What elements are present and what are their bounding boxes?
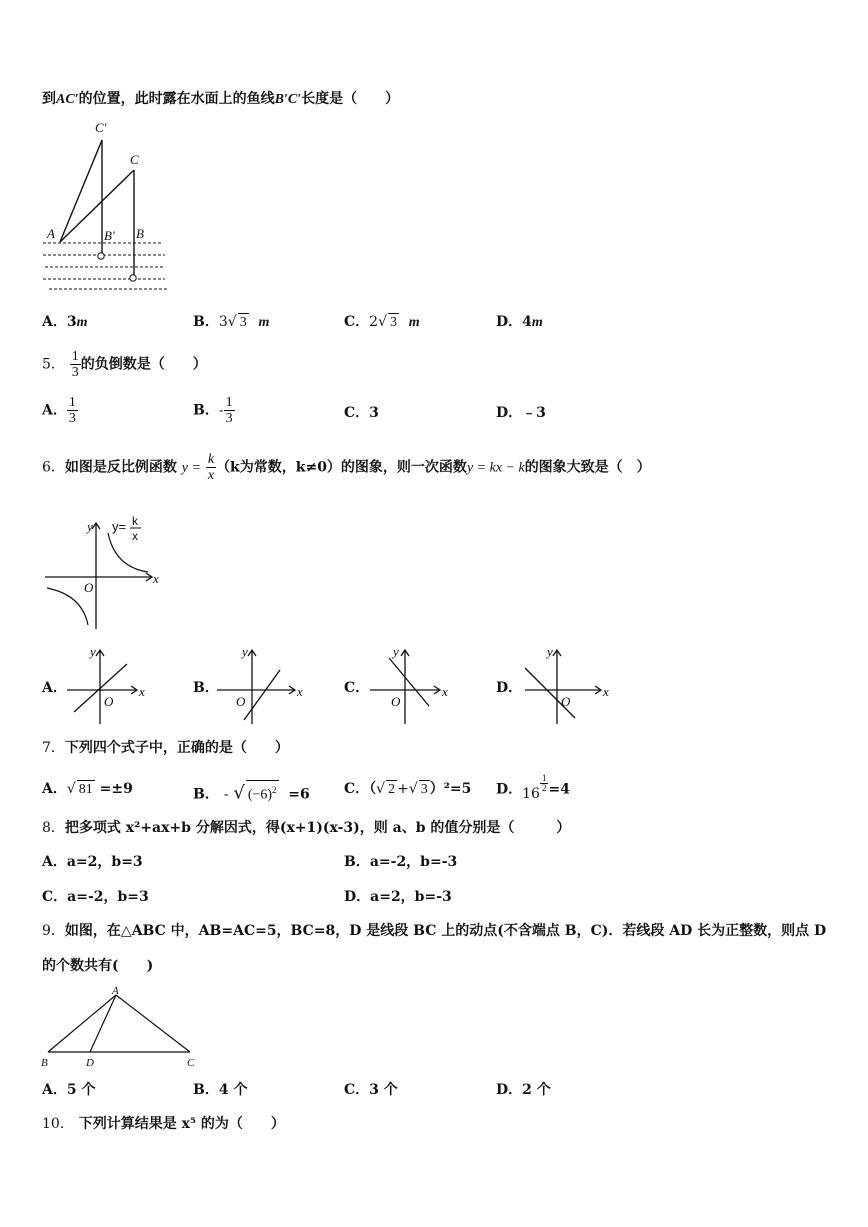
curve-label-k: k	[132, 515, 138, 528]
axis-y-label: y	[90, 644, 96, 659]
q8-option-a[interactable]: A．a=2，b=3	[42, 854, 143, 870]
fig-label-c-prime: C′	[95, 120, 107, 135]
q8-option-d[interactable]: D．a=2，b=-3	[344, 889, 452, 905]
q5-text: 的负倒数是（ ）	[80, 356, 207, 373]
axis-x-label: x	[297, 684, 303, 699]
question-number: 7．	[42, 740, 65, 756]
option-value: 4	[522, 314, 532, 330]
option-exponent-fraction	[540, 774, 549, 793]
axis-x-label: x	[139, 684, 145, 699]
question-number: 6．	[42, 459, 65, 476]
q9-option-b[interactable]: B．4 个	[193, 1082, 248, 1098]
q6-option-c-graph[interactable]	[365, 642, 465, 727]
fig-label-a: A	[47, 226, 55, 241]
q9-option-c[interactable]: C．3 个	[344, 1082, 398, 1098]
q4-text-mid: 的位置，此时露在水面上的鱼线	[78, 91, 275, 107]
option-sign: -	[223, 786, 229, 803]
fig-label-b: B	[41, 1057, 48, 1069]
q7-option-a[interactable]: A．√ 81 =±9	[42, 781, 133, 797]
q9-text-line1: 如图，在△ABC 中，AB=AC=5，BC=8，D 是线段 BC 上的动点(不含端点 B，C)．若线段 AD 长为正整数，则点 D	[64, 923, 827, 939]
origin-label: O	[104, 694, 114, 709]
q6-y-eq: y =	[181, 460, 201, 476]
q9-triangle-figure	[38, 982, 208, 1072]
option-value: ﹣3	[522, 405, 546, 421]
q4-option-c[interactable]: C．2√ 3 m	[344, 314, 420, 330]
denominator: 2	[541, 783, 547, 793]
q5-option-b[interactable]	[193, 395, 235, 426]
curve-label-y: y=	[112, 519, 127, 534]
question-number: 10．	[42, 1116, 74, 1132]
axis-x-label: x	[603, 684, 609, 699]
curve-label-x: x	[132, 529, 138, 543]
option-coefficient: 2	[369, 314, 379, 330]
option-exponent: 2	[272, 785, 277, 795]
option-label: D．	[496, 405, 523, 421]
option-close-paren: ）²=5	[429, 781, 472, 797]
q6-linear-function: y = kx − k	[466, 460, 525, 476]
numerator: 1	[225, 395, 233, 410]
q6-fraction	[206, 452, 216, 483]
q9-stem-line2: 的个数共有( )	[42, 958, 154, 974]
axis-x-label: x	[153, 571, 159, 586]
option-label: C．	[344, 405, 370, 421]
numerator: 1	[71, 349, 79, 364]
option-rhs: =4	[548, 781, 570, 798]
option-unit: m	[258, 315, 270, 330]
q6-option-d-graph[interactable]	[515, 642, 625, 727]
q6-main-graph	[40, 515, 170, 635]
option-base: 16	[522, 785, 540, 802]
option-radicand: (−6)	[247, 787, 273, 803]
q10-stem	[42, 1115, 285, 1133]
q8-text: 把多项式 x²+ax+b 分解因式，得(x+1)(x-3)，则 a、b 的值分别是（ ）	[64, 820, 571, 836]
q6-option-b-graph[interactable]	[212, 642, 312, 727]
option-label: B．	[193, 314, 219, 330]
q5-option-c[interactable]	[344, 404, 379, 422]
q6-option-c-label[interactable]: C．	[344, 680, 370, 696]
option-radicand: 2	[388, 782, 396, 797]
q7-text: 下列四个式子中，正确的是（ ）	[64, 740, 289, 756]
q6-option-b-label[interactable]: B．	[193, 680, 219, 696]
option-label: C．	[344, 314, 370, 330]
q7-option-d[interactable]	[496, 773, 570, 802]
question-number: 5．	[42, 356, 65, 373]
numerator: 1	[68, 395, 76, 410]
question-number: 8．	[42, 820, 65, 836]
q9-option-d[interactable]: D．2 个	[496, 1082, 551, 1098]
q8-option-c[interactable]: C．a=-2，b=3	[42, 889, 149, 905]
origin-label: O	[236, 694, 246, 709]
q4-ac-prime: AC′	[56, 92, 79, 107]
option-rhs: =6	[288, 786, 310, 803]
option-radicand-wrap	[246, 780, 279, 805]
fig-label-b-prime: B′	[104, 228, 115, 243]
q6-text1: 如图是反比例函数	[64, 459, 177, 476]
option-radicand: 3	[420, 782, 428, 797]
q4-option-d[interactable]	[496, 313, 543, 332]
axis-y-label: y	[393, 644, 399, 659]
option-label: D．	[496, 781, 523, 798]
q6-option-a-graph[interactable]	[62, 642, 152, 727]
option-coefficient: 3	[218, 314, 228, 330]
q4-text-after: 长度是（ ）	[301, 91, 400, 107]
fig-label-b: B	[136, 226, 144, 241]
q4-figure	[35, 118, 175, 298]
q5-option-a[interactable]	[42, 395, 78, 426]
q5-stem	[42, 349, 207, 380]
q4-bc-prime: B′C′	[274, 92, 302, 107]
numerator: 1	[541, 773, 547, 783]
fig-label-a: A	[112, 985, 119, 997]
q4-text-before: 到	[42, 91, 56, 107]
denominator: 3	[68, 411, 76, 426]
q6-option-d-label[interactable]: D．	[496, 680, 523, 696]
option-label: C．	[344, 781, 370, 797]
fig-label-c: C	[130, 152, 139, 167]
q6-text2: （k为常数，k≠0）的图象，则一次函数	[216, 459, 467, 476]
q5-option-d[interactable]	[496, 404, 546, 422]
origin-label: O	[561, 694, 571, 709]
numerator: k	[207, 452, 215, 467]
option-sign: -	[218, 402, 224, 419]
q9-option-a[interactable]: A．5 个	[42, 1082, 96, 1098]
q9-stem-line1	[42, 922, 826, 940]
q7-option-b[interactable]: B． - √ $(-6)^2 =6$	[193, 780, 310, 805]
q4-option-a[interactable]	[42, 313, 88, 332]
denominator: x	[207, 468, 215, 483]
q10-text: 下列计算结果是 x⁵ 的为（ ）	[78, 1116, 285, 1132]
denominator: 3	[71, 365, 79, 380]
denominator: 3	[225, 411, 233, 426]
q5-fraction	[70, 349, 81, 380]
option-rhs: =±9	[99, 781, 133, 797]
origin-label: O	[84, 580, 94, 595]
option-unit: m	[76, 315, 88, 330]
option-plus: +	[397, 781, 409, 797]
question-number: 9．	[42, 923, 65, 939]
option-fraction	[224, 395, 235, 426]
q4-option-b[interactable]: B．3√ 3 m	[193, 314, 270, 330]
q6-stem	[42, 452, 651, 483]
option-unit: m	[408, 315, 420, 330]
option-value: 3	[369, 405, 379, 421]
axis-y-label: y	[87, 519, 93, 534]
q8-option-b[interactable]: B．a=-2，b=-3	[344, 854, 458, 870]
fig-label-d: D	[86, 1057, 94, 1069]
option-label: B．	[193, 786, 219, 803]
option-label: A．	[42, 781, 67, 797]
option-radicand: 81	[78, 782, 93, 797]
axis-y-label: y	[242, 644, 248, 659]
origin-label: O	[391, 694, 401, 709]
option-unit: m	[531, 315, 543, 330]
axis-y-label: y	[547, 644, 553, 659]
option-open-paren: （	[369, 781, 377, 797]
option-fraction	[67, 395, 78, 426]
option-label: D．	[496, 314, 523, 330]
option-label: B．	[193, 402, 219, 419]
q7-stem	[42, 739, 289, 757]
option-radicand: 3	[390, 315, 397, 330]
q7-option-c[interactable]: C．（√ 2 +√ 3 ）²=5	[344, 781, 472, 797]
q8-stem	[42, 819, 570, 837]
q6-option-a-label[interactable]: A．	[42, 680, 67, 696]
option-radicand: 3	[239, 315, 247, 330]
q4-stem	[42, 90, 399, 109]
fig-label-c: C	[187, 1057, 195, 1069]
axis-x-label: x	[442, 684, 448, 699]
option-label: A．	[42, 402, 67, 419]
option-value: 3	[66, 314, 77, 330]
option-label: A．	[42, 314, 67, 330]
q6-text3: 的图象大致是（ ）	[524, 459, 651, 476]
